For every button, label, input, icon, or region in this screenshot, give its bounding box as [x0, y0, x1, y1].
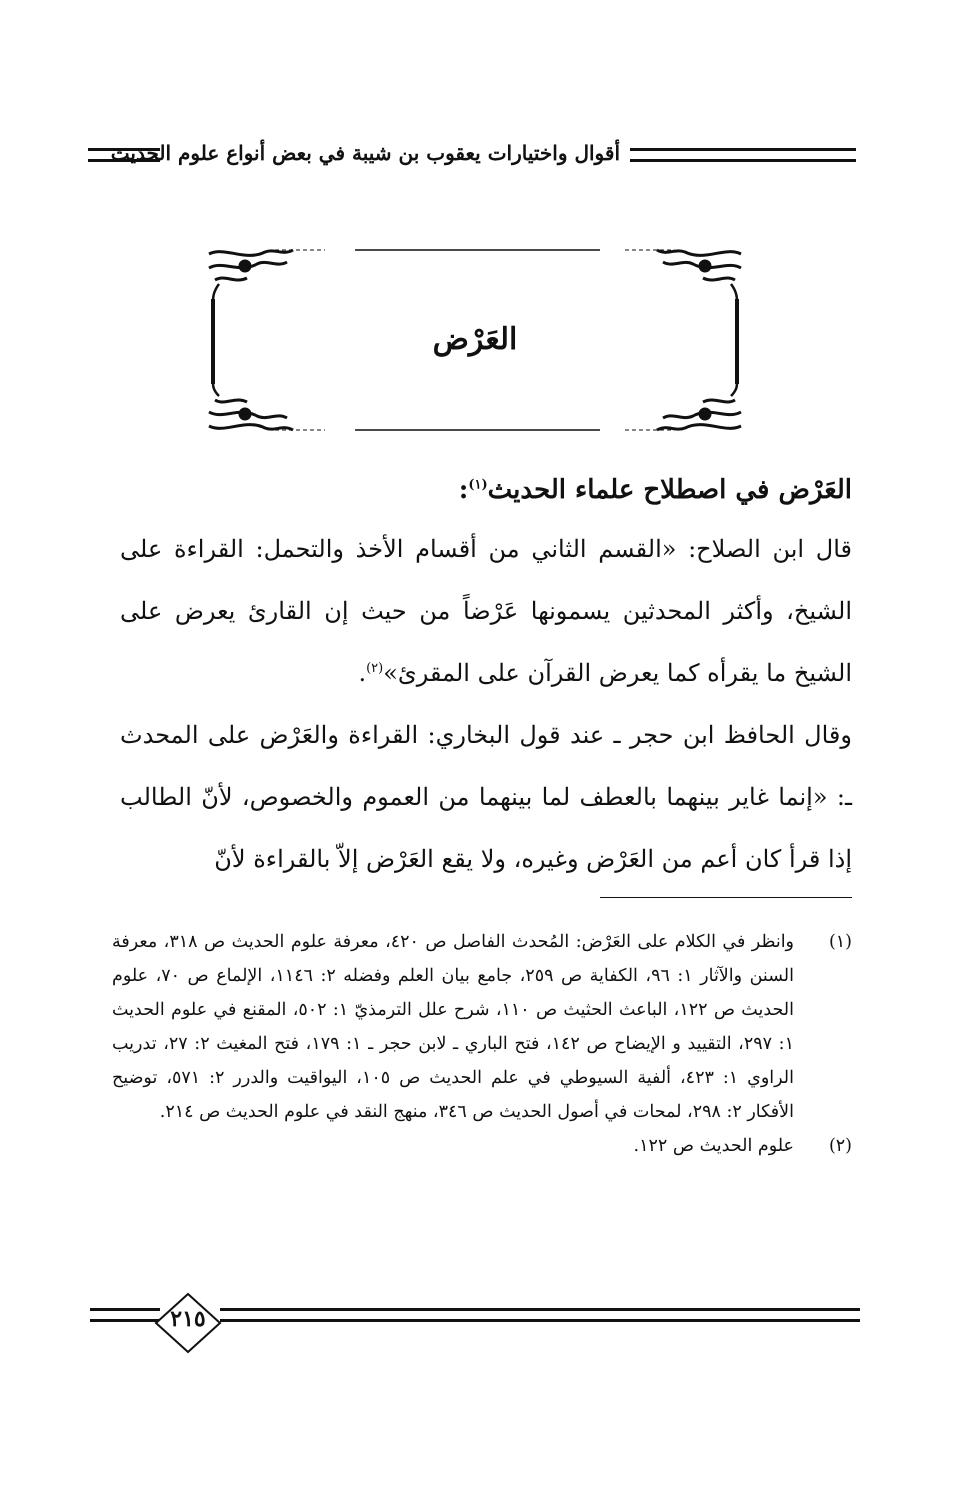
- running-title: أقوال واختيارات يعقوب بن شيبة في بعض أنواع علوم الحديث: [110, 141, 620, 165]
- header-rule-right: [630, 148, 856, 162]
- footnote-1: [112, 925, 852, 1129]
- page-footer: [90, 1292, 860, 1354]
- section-title: العَرْض: [432, 322, 518, 357]
- heading-footnote-ref[interactable]: (١): [468, 477, 488, 493]
- section-title-frame: [205, 244, 745, 436]
- footnotes: [112, 925, 852, 1163]
- footnote-text: وانظر في الكلام على العَرْض: المُحدث الفاصل ص ٤٢٠، معرفة علوم الحديث ص ٣١٨، معرفة السنن والآثار ١: ٩٦، الكفاية ص ٢٥٩، جامع بيان العلم وفضله ٢: ١١٤٦، الإلماع ص ٧٠، علوم الحديث ص ١٢٢، الباعث الحثيث ص ١١٠، شرح علل الترمذيّ ١: ٥٠٢، المقنع في علوم الحديث ١: ٢٩٧، التقييد و الإيضاح ص ١٤٢، فتح الباري ـ لابن حجر ـ ١: ١٧٩، فتح المغيث ٢: ٢٧، تدريب الراوي ١: ٤٢٣، ألفية السيوطي في علم الحديث ص ١٠٥، اليواقيت والدرر ٢: ٥٧١، توضيح الأفكار ٢: ٢٩٨، لمحات في أصول الحديث ص ٣٤٦، منهج النقد في علوم الحديث ص ٢١٤.: [112, 932, 795, 1122]
- footer-rule-left: [90, 1308, 160, 1322]
- paragraph-ibn-salah-text: قال ابن الصلاح: «القسم الثاني من أقسام الأخذ والتحمل: القراءة على الشيخ، وأكثر المحدثين يسمونها عَرْضاً من حيث إن القارئ يعرض على الشيخ ما يقرأه كما يعرض القرآن على المقرئ»: [120, 535, 852, 687]
- heading-text: العَرْض في اصطلاح علماء الحديث: [487, 475, 852, 505]
- running-header: [88, 138, 856, 168]
- footnote-divider: [600, 897, 852, 898]
- paragraph-end-period: .: [358, 659, 367, 687]
- footnote-2: [112, 1129, 852, 1163]
- footnote-text: علوم الحديث ص ١٢٢.: [633, 1136, 794, 1156]
- heading-colon: :: [458, 475, 469, 505]
- page-number: ٢١٥: [170, 1306, 206, 1332]
- paragraph-footnote-ref[interactable]: (٢): [366, 661, 384, 676]
- paragraph-ibn-salah: [120, 518, 852, 704]
- footer-rule-right: [220, 1308, 860, 1322]
- footnote-number: (١): [828, 932, 852, 952]
- section-heading: [459, 470, 852, 510]
- footnote-number: (٢): [828, 1136, 852, 1156]
- paragraph-ibn-hajar: وقال الحافظ ابن حجر ـ عند قول البخاري: القراءة والعَرْض على المحدث ـ: «إنما غاير بينهما بالعطف لما بينهما من العموم والخصوص، لأنّ الطالب إذا قرأ كان أعم من العَرْض وغيره، ولا يقع العَرْض إلاّ بالقراءة لأنّ: [120, 721, 852, 873]
